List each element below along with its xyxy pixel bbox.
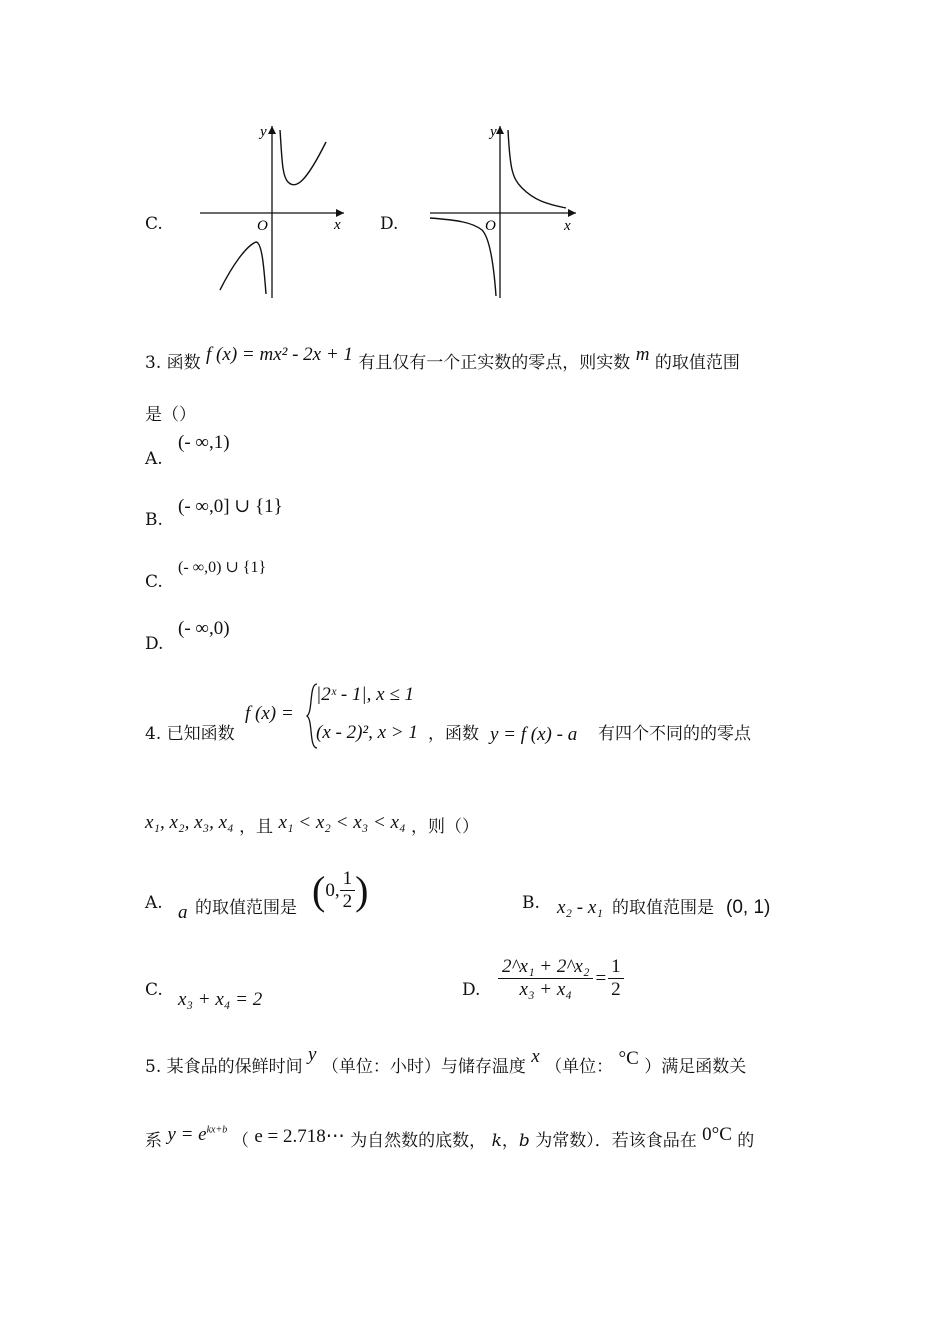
q4-mid: ，函数 [428,724,479,744]
q4-line2-end: ，则（） [411,817,479,837]
q3-option-b-value: (- ∞,0] ∪ {1} [178,496,283,517]
q3-line2: 是（） [145,405,196,425]
q5-line2-b: （ [231,1131,249,1151]
q5-line2-d: 为常数）．若该食品在 [535,1131,697,1151]
q5-var-x: x [531,1046,540,1067]
graph-d-origin: O [485,218,496,234]
q4-option-a-frac: $\frac{1}{2}$ [340,868,356,913]
q5-p3: ）满足函数关 [644,1057,747,1077]
q4-option-a-left: 0, [325,879,340,901]
q5-var-y: y [308,1044,317,1065]
q4-option-a-text: 的取值范围是 [195,898,297,918]
q5-k: k [491,1131,502,1151]
q5-e-value: e = 2.718⋯ [254,1126,345,1147]
q4-option-a-math: ( 0, $\frac{1}{2}$ ) [312,867,369,913]
q4-option-d-math [498,956,624,1001]
q3-suffix: 的取值范围 [654,353,740,373]
q4-option-d-big-frac: $\frac{\text{2\textasciicircum{}x₁ + 2\textasciicircum{}x₂}}{\text{x₃ + x₄}}$ [498,956,593,1001]
option-c-label: C. [145,214,163,234]
q4-option-d-label: D. [462,980,481,1000]
q4-line2 [145,812,479,838]
q3-option-d-value: (- ∞,0) [178,618,230,639]
q5-line1 [145,1044,747,1078]
q5-line2-c: 为自然数的底数， [350,1131,487,1151]
q4-vars: x₁, x₂, x₃, x₄ [145,812,234,833]
q5-zero-deg: 0°C [702,1124,732,1145]
graph-d-x-arrow [568,209,576,217]
q3-function: f (x) = mx² - 2x + 1 [206,344,353,365]
q5-b: b [518,1131,530,1151]
q4-option-a-var: a [178,902,188,923]
q3-prefix: 3. 函数 [145,353,201,373]
q4-option-c-expr: x₃ + x₄ = 2 [178,989,263,1010]
q5-line2-a: 系 [145,1131,162,1151]
graph-c-curve-right [280,130,326,185]
graph-d-x-label: x [564,218,571,234]
graph-c-curve-left [220,242,266,294]
q4-prefix: 4. 已知函数 [145,724,235,744]
q5-p1: （单位：小时）与储存温度 [321,1057,526,1077]
q4-option-b-value: (0, 1) [726,897,771,918]
graph-c [196,118,356,303]
q4-line2-mid: ，且 [239,817,274,837]
q5-prefix: 5. 某食品的保鲜时间 [145,1057,303,1077]
q4-func-lhs: f (x) = [245,703,294,724]
q5-line2 [145,1126,754,1152]
graph-c-origin: O [257,218,268,234]
q5-p2: （单位： [545,1057,614,1077]
option-d-label: D. [380,214,399,234]
q5-unit: °C [618,1048,639,1069]
q3-option-c-label: C. [145,572,163,592]
q3-mid: 有且仅有一个正实数的零点，则实数 [358,353,631,373]
q4-option-a-label: A. [145,893,163,913]
q3-var-m: m [635,344,650,365]
graph-c-y-arrow [268,126,276,134]
q4-inequality: x₁ < x₂ < x₃ < x₄ [278,812,406,833]
graph-c-x-label: x [334,217,341,233]
q4-option-d-half: $\frac{1}{2}$ [608,956,624,1001]
q4-case1: |2ˣ - 1|, x ≤ 1 [316,684,414,705]
q4-case2: (x - 2)², x > 1 [316,722,418,743]
graph-d-y-label: y [490,124,497,140]
q4-option-b-label: B. [522,893,540,913]
graph-c-y-label: y [260,124,267,140]
q4-func2: y = f (x) - a [490,724,578,745]
q4-option-d-eq: = [595,967,607,989]
graph-d-y-arrow [496,126,504,134]
q3-option-c-value: (- ∞,0) ∪ {1} [178,559,267,576]
graph-c-x-arrow [336,209,344,217]
q4-option-c-label: C. [145,980,163,1000]
graph-d [426,118,586,303]
q4-option-b-text: 的取值范围是 [612,898,714,918]
graph-d-curve-right [508,130,566,208]
q5-line2-e: 的 [737,1131,755,1151]
q4-option-b-expr: x₂ - x₁ [557,897,603,918]
q4-suffix: 有四个不同的的零点 [598,724,751,744]
q3-option-a-label: A. [145,449,163,469]
q3-option-d-label: D. [145,634,164,654]
q3-line1 [145,344,740,374]
q3-option-b-label: B. [145,510,163,530]
q5-comma: ， [501,1131,519,1151]
q5-formula: $y = e^{kx+b}$ [167,1124,228,1145]
q3-option-a-value: (- ∞,1) [178,432,230,453]
